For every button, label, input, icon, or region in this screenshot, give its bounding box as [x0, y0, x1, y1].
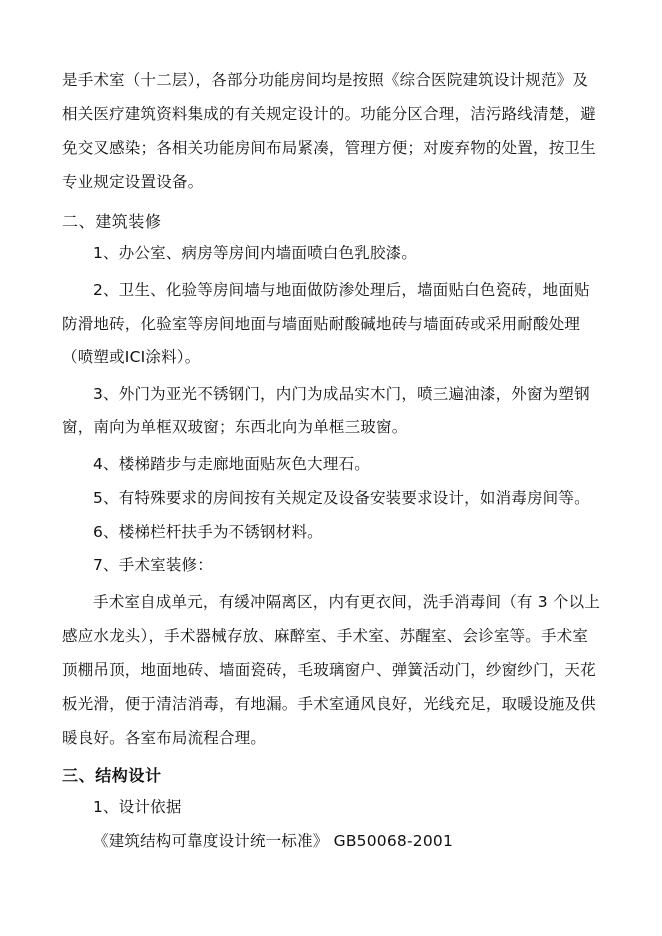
list-item-3-line-2: 窗，南向为单框双玻窗；东西北向为单框三玻窗。	[62, 418, 408, 436]
list-item-5: 5、有特殊要求的房间按有关规定及设备安装要求设计，如消毒房间等。	[93, 489, 590, 507]
list-item-3-line-1: 3、外门为亚光不锈钢门，内门为成品实木门，喷三遍油漆，外窗为塑钢	[93, 385, 590, 403]
intro-line-1: 是手术室（十二层），各部分功能房间均是按照《综合医院建筑设计规范》及	[62, 71, 589, 89]
list-item-2-line-1: 2、卫生、化验等房间墙与地面做防渗处理后，墙面贴白色瓷砖，地面贴	[93, 281, 590, 299]
structure-item-1: 1、设计依据	[93, 798, 182, 816]
surgery-line-5: 暖良好。各室布局流程合理。	[62, 729, 267, 747]
intro-line-4: 专业规定设置设备。	[62, 173, 204, 191]
list-item-2-line-2: 防滑地砖，化验室等房间地面与墙面贴耐酸碱地砖与墙面砖或采用耐酸处理	[62, 315, 581, 333]
surgery-line-4: 板光滑，便于清洁消毒，有地漏。手术室通风良好，光线充足，取暖设施及供	[62, 695, 596, 713]
list-item-2-line-3: （喷塑或ICI涂料）。	[62, 348, 201, 366]
surgery-line-2: 感应水龙头），手术器械存放、麻醉室、手术室、苏醒室、会诊室等。手术室	[62, 627, 589, 645]
intro-line-3: 免交叉感染；各相关功能房间布局紧凑，管理方便；对废弃物的处置，按卫生	[62, 139, 596, 157]
list-item-4: 4、楼梯踏步与走廊地面贴灰色大理石。	[93, 455, 370, 473]
section-heading-decoration: 二、建筑装修	[62, 212, 162, 231]
list-item-1: 1、办公室、病房等房间内墙面喷白色乳胶漆。	[93, 244, 418, 262]
list-item-6: 6、楼梯栏杆扶手为不锈钢材料。	[93, 523, 323, 541]
section-heading-structure: 三、结构设计	[62, 766, 162, 785]
reference-standard: 《建筑结构可靠度设计统一标准》 GB50068-2001	[93, 832, 454, 850]
list-item-7: 7、手术室装修：	[93, 556, 213, 574]
surgery-line-3: 顶棚吊顶，地面地砖、墙面瓷砖，毛玻璃窗户、弹簧活动门，纱窗纱门，天花	[62, 661, 596, 679]
surgery-line-1: 手术室自成单元，有缓冲隔离区，内有更衣间，洗手消毒间（有 3 个以上	[93, 593, 601, 611]
intro-line-2: 相关医疗建筑资料集成的有关规定设计的。功能分区合理，洁污路线清楚，避	[62, 105, 596, 123]
